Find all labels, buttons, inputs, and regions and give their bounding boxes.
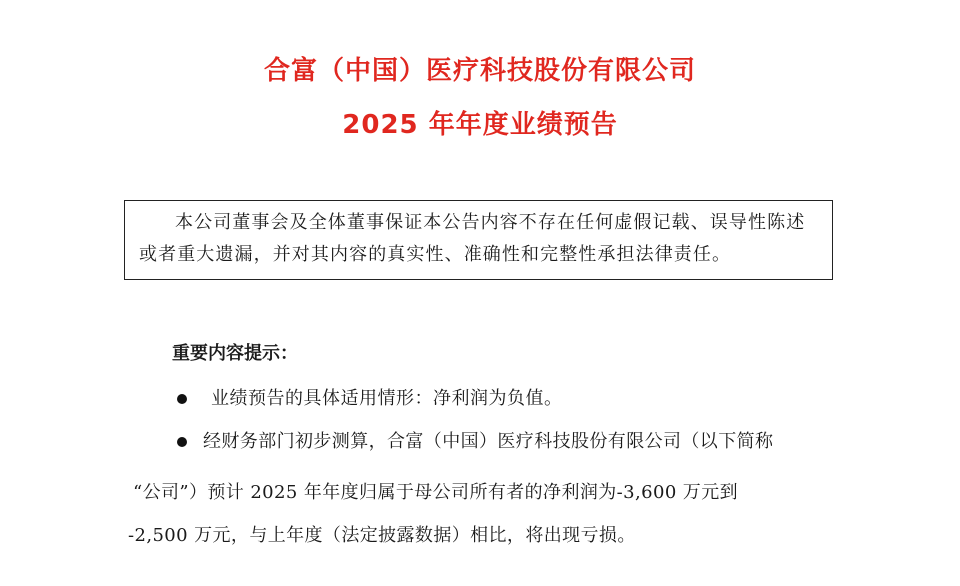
notice-item-2-line-3: -2,500 万元，与上年度（法定披露数据）相比，将出现亏损。: [128, 525, 636, 546]
notice-heading: 重要内容提示：: [172, 343, 298, 364]
bullet-icon: [177, 437, 187, 447]
notice-item-2-line-2: “公司”）预计 2025 年年度归属于母公司所有者的净利润为-3,600 万元到: [133, 482, 738, 503]
notice-item-1: 业绩预告的具体适用情形：净利润为负值。: [211, 388, 563, 409]
disclaimer-text: 本公司董事会及全体董事保证本公告内容不存在任何虚假记载、误导性陈述或者重大遗漏，并对其内容的真实性、准确性和完整性承担法律责任。: [139, 212, 806, 265]
notice-item-2-line-1: 经财务部门初步测算，合富（中国）医疗科技股份有限公司（以下简称: [203, 431, 774, 452]
disclaimer-box: [124, 200, 833, 280]
report-title: 2025 年年度业绩预告: [342, 110, 618, 140]
company-title: 合富（中国）医疗科技股份有限公司: [263, 56, 696, 86]
bullet-icon: [177, 394, 187, 404]
